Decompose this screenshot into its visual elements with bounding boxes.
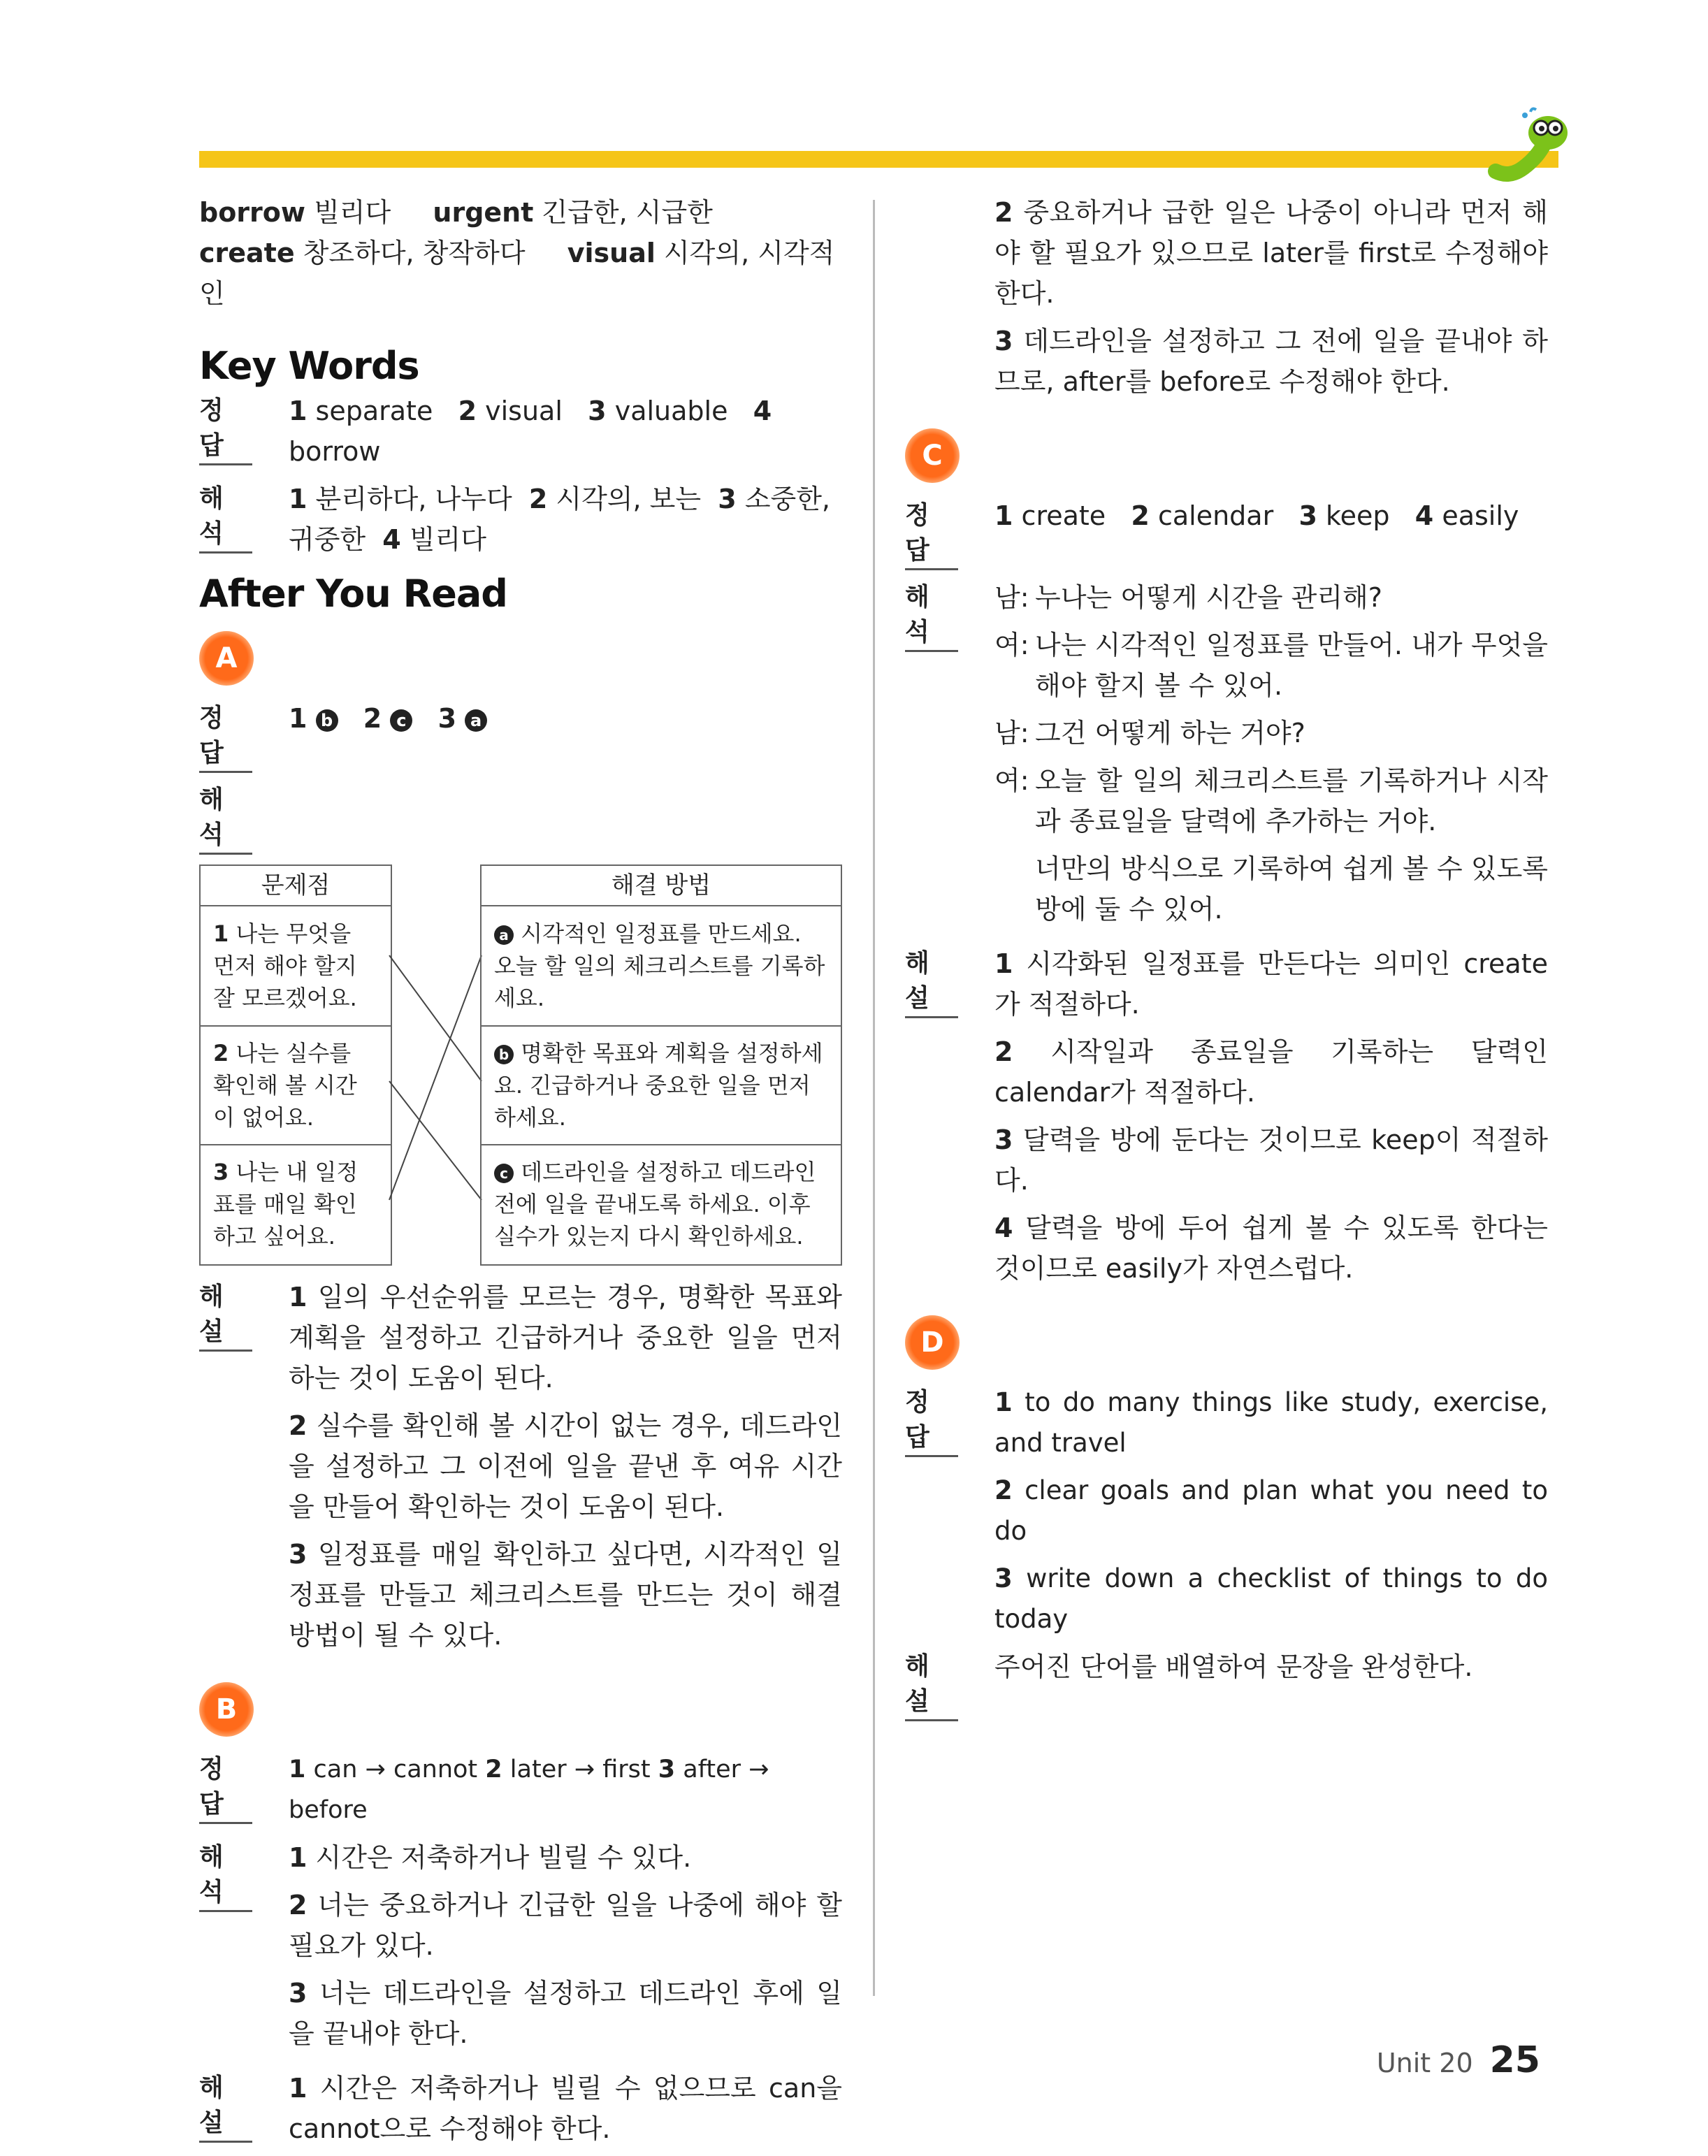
matching-table	[199, 864, 842, 1263]
section-d-answer-row	[905, 1382, 1548, 1647]
vocab-meaning: 창조하다, 창작하다	[303, 238, 526, 268]
explanation-label: 해설	[199, 1280, 252, 1352]
page-number: 25	[1489, 2039, 1540, 2081]
right-column	[905, 192, 1548, 1721]
section-a-answers: 1 b 2 c 3 a	[289, 698, 842, 739]
page-footer	[1377, 2039, 1540, 2081]
section-c-badge: C	[905, 428, 960, 483]
vocab-meaning: 빌리다	[314, 197, 391, 228]
section-b-translation-row	[199, 1837, 842, 2061]
translation-label: 해석	[199, 1840, 252, 1912]
translation-label: 해석	[199, 482, 252, 554]
solution-c: c 데드라인을 설정하고 데드라인 전에 일을 끝내도록 하세요. 이후 실수가 있는지 다시 확인하세요.	[482, 1144, 841, 1263]
section-a-badge: A	[199, 631, 254, 686]
problems-header: 문제점	[201, 866, 391, 906]
solution-a: a 시각적인 일정표를 만드세요. 오늘 할 일의 체크리스트를 기록하세요.	[494, 920, 825, 1011]
section-a-answer-row	[199, 698, 842, 773]
section-d-answers: 1 to do many things like study, exercise, and travel 2 clear goals and plan what you need to do 3 write down a checklist of things to do today	[994, 1387, 1549, 1634]
key-words-title: Key Words	[199, 344, 419, 388]
section-b-badge: B	[199, 1682, 254, 1737]
section-c-explanations: 1 시각화된 일정표를 만든다는 의미인 create가 적절하다. 2 시작일과 종료일을 기록하는 달력인 calendar가 적절하다. 3 달력을 방에 둔다는 것이므로 keep이 적절하다. 4 달력을 방에 두어 쉽게 볼 수 있도록 한다는 것이므로 easily가 자연스럽다.	[994, 948, 1548, 1284]
section-b-explanation-continued	[905, 192, 1548, 409]
section-d-badge: D	[905, 1315, 960, 1370]
section-c-dialogue: 남: 누나는 어떻게 시간을 관리해? 여: 나는 시각적인 일정표를 만들어. 내가 무엇을 해야 할지 볼 수 있어. 남: 그건 어떻게 하는 거야? 여: 오늘 할 일의 체크리스트를 기록하거나 시작과 종료일을 달력에 추가하는 거야. 너만의 방식으로 기록하여 쉽게 볼 수 있도록 방에 둘 수 있어.	[994, 582, 1548, 925]
header-accent-bar	[199, 151, 1558, 168]
vocab-line-2	[199, 233, 842, 314]
vocab-list	[199, 192, 842, 314]
solutions-box	[480, 864, 842, 1266]
section-c-translation-row	[905, 577, 1548, 936]
section-a-explanation-row	[199, 1277, 842, 1663]
section-b-explanation-1: 1 시간은 저축하거나 빌릴 수 없으므로 can을 cannot으로 수정해야 한다.	[289, 2073, 842, 2144]
section-b-explanation-row	[199, 2068, 842, 2156]
explanation-label: 해설	[905, 946, 958, 1018]
unit-label: Unit 20	[1376, 2048, 1473, 2078]
answer-label: 정답	[199, 393, 252, 465]
translation-label: 해석	[199, 783, 252, 855]
explanation-label: 해설	[905, 1649, 958, 1721]
section-a-translation-row	[199, 780, 842, 855]
section-d-explanation-row	[905, 1647, 1548, 1721]
key-words-answer-row	[199, 391, 842, 472]
answer-label: 정답	[199, 701, 252, 773]
vocab-meaning: 긴급한, 시급한	[542, 197, 713, 228]
section-b-explanations-2-3: 2 중요하거나 급한 일은 나중이 아니라 먼저 해야 할 필요가 있으므로 later를 first로 수정해야 한다. 3 데드라인을 설정하고 그 전에 일을 끝내야 하므로, after를 before로 수정해야 한다.	[994, 197, 1548, 397]
solution-b: b 명확한 목표와 계획을 설정하세요. 긴급하거나 중요한 일을 먼저 하세요.	[482, 1025, 841, 1144]
problem-1: 1 나는 무엇을 먼저 해야 할지 잘 모르겠어요.	[213, 920, 357, 1011]
translation-label: 해석	[905, 580, 958, 652]
vocab-word: urgent	[433, 197, 534, 228]
problem-2: 2 나는 실수를 확인해 볼 시간이 없어요.	[201, 1025, 391, 1144]
key-words-translation: 1 분리하다, 나누다 2 시각의, 보는 3 소중한, 귀중한 4 빌리다	[289, 484, 831, 555]
problem-3: 3 나는 내 일정표를 매일 확인하고 싶어요.	[201, 1144, 391, 1263]
section-b-answer-row	[199, 1749, 842, 1830]
vocab-meaning: 시각의, 시각적인	[199, 238, 835, 309]
section-b-answers: 1 can → cannot 2 later → first 3 after → before	[289, 1756, 769, 1824]
vocab-word: visual	[567, 238, 656, 268]
key-words-answers: 1 separate 2 visual 3 valuable 4 borrow	[289, 396, 772, 467]
section-c-answer-row	[905, 495, 1548, 570]
after-you-read-title: After You Read	[199, 572, 507, 616]
vocab-word: borrow	[199, 197, 305, 228]
explanation-label: 해설	[199, 2071, 252, 2143]
left-column	[199, 192, 842, 2156]
worm-mascot-icon	[1482, 94, 1572, 185]
section-d-explanation: 주어진 단어를 배열하여 문장을 완성한다.	[994, 1651, 1473, 1682]
key-words-translation-row	[199, 479, 842, 560]
section-c-explanation-row	[905, 943, 1548, 1296]
answer-label: 정답	[905, 498, 958, 570]
vocab-line-1	[199, 192, 842, 233]
column-divider	[873, 200, 875, 1996]
vocab-word: create	[199, 238, 295, 268]
answer-label: 정답	[905, 1385, 958, 1457]
section-a-explanations: 1 일의 우선순위를 모르는 경우, 명확한 목표와 계획을 설정하고 긴급하거나 중요한 일을 먼저 하는 것이 도움이 된다. 2 실수를 확인해 볼 시간이 없는 경우, 데드라인을 설정하고 그 이전에 일을 끝낸 후 여유 시간을 만들어 확인하는 것이 도움이 된다. 3 일정표를 매일 확인하고 싶다면, 시각적인 일정표를 만들고 체크리스트를 만드는 것이 해결 방법이 될 수 있다.	[289, 1282, 842, 1651]
solutions-header: 해결 방법	[482, 866, 841, 906]
answer-label: 정답	[199, 1752, 252, 1824]
section-c-answers: 1 create 2 calendar 3 keep 4 easily	[994, 500, 1519, 531]
section-b-translations: 1 시간은 저축하거나 빌릴 수 있다. 2 너는 중요하거나 긴급한 일을 나중에 해야 할 필요가 있다. 3 너는 데드라인을 설정하고 데드라인 후에 일을 끝내야 한다.	[289, 1842, 842, 2049]
